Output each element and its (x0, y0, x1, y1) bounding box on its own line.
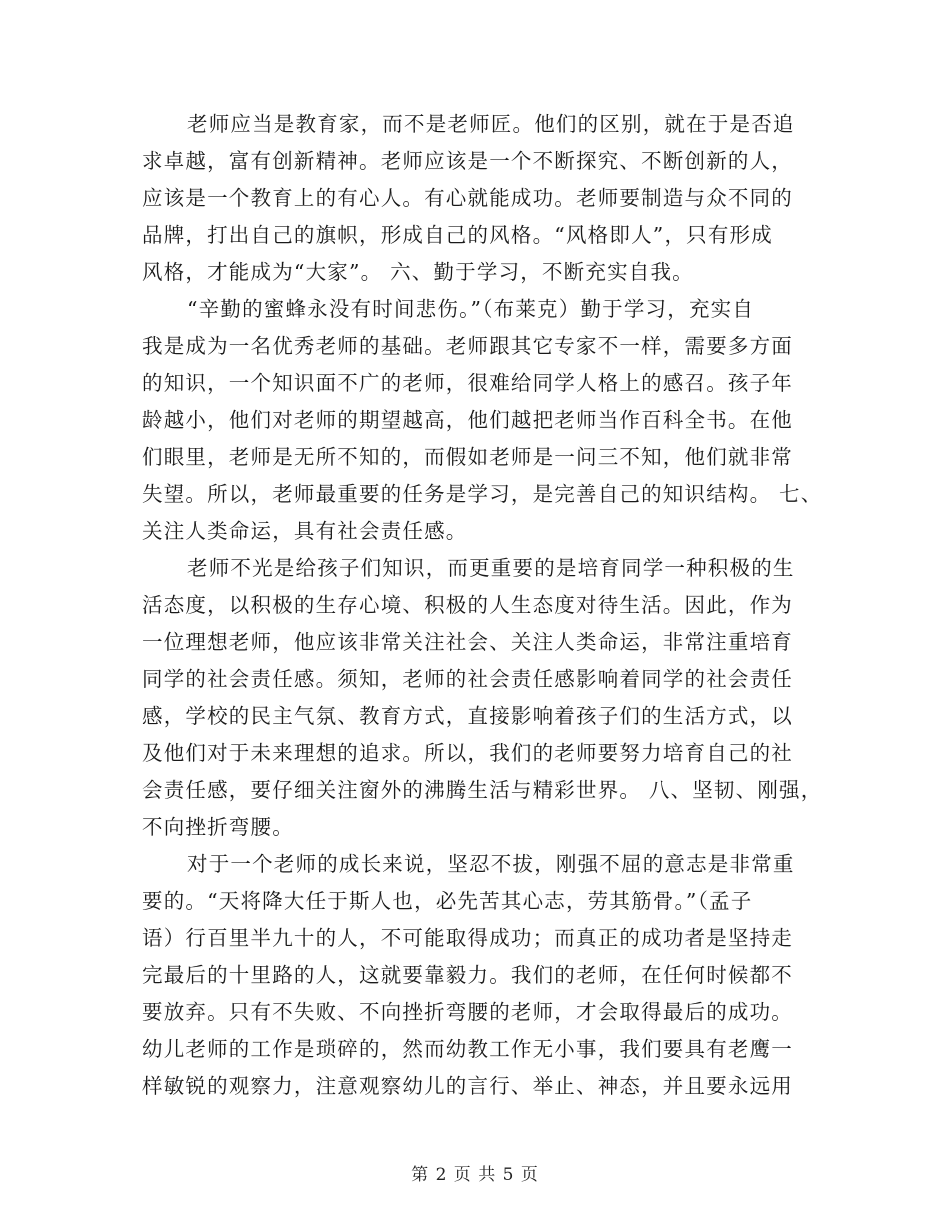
text-line: 幼儿老师的工作是琐碎的，然而幼教工作无小事，我们要具有老鹰一 (142, 1037, 793, 1061)
text-line: 老师不光是给孩子们知识，而更重要的是培育同学一种积极的生 (187, 556, 795, 580)
text-line: 感，学校的民主气氛、教育方式，直接影响着孩子们的生活方式，以 (142, 704, 793, 728)
text-line: 及他们对于未来理想的追求。所以，我们的老师要努力培育自己的社 (142, 741, 793, 765)
text-line: 关注人类命运，具有社会责任感。 (142, 519, 468, 543)
text-line: 品牌，打出自己的旗帜，形成自己的风格。“风格即人”，只有形成 (142, 223, 773, 247)
text-line: 同学的社会责任感。须知，老师的社会责任感影响着同学的社会责任 (142, 667, 793, 691)
text-line: 应该是一个教育上的有心人。有心就能成功。老师要制造与众不同的 (142, 186, 793, 210)
text-line: 活态度，以积极的生存心境、积极的人生态度对待生活。因此，作为 (142, 593, 793, 617)
text-line: 一位理想老师，他应该非常关注社会、关注人类命运，非常注重培育 (142, 630, 793, 654)
text-line: 老师应当是教育家，而不是老师匠。他们的区别，就在于是否追 (187, 112, 795, 136)
text-line: 风格，才能成为“大家”。 六、勤于学习，不断充实自我。 (142, 260, 694, 284)
text-line: 龄越小，他们对老师的期望越高，他们越把老师当作百科全书。在他 (142, 408, 793, 432)
text-line: 失望。所以，老师最重要的任务是学习，是完善自己的知识结构。 七、 (142, 482, 823, 506)
text-line: “辛勤的蜜蜂永没有时间悲伤。”（布莱克）勤于学习，充实自 (187, 297, 755, 321)
text-line: 样敏锐的观察力，注意观察幼儿的言行、举止、神态，并且要永远用 (142, 1074, 793, 1098)
text-line: 完最后的十里路的人，这就要靠毅力。我们的老师，在任何时候都不 (142, 963, 793, 987)
text-line: 语）行百里半九十的人，不可能取得成功；而真正的成功者是坚持走 (142, 926, 793, 950)
text-line: 对于一个老师的成长来说，坚忍不拔，刚强不屈的意志是非常重 (187, 852, 795, 876)
text-line: 的知识，一个知识面不广的老师，很难给同学人格上的感召。孩子年 (142, 371, 793, 395)
text-line: 要的。“天将降大任于斯人也，必先苦其心志，劳其筋骨。”（孟子 (142, 889, 753, 913)
text-line: 们眼里，老师是无所不知的，而假如老师是一问三不知，他们就非常 (142, 445, 793, 469)
body-text (142, 106, 822, 1105)
text-line: 我是成为一名优秀老师的基础。老师跟其它专家不一样，需要多方面 (142, 334, 793, 358)
text-line: 求卓越，富有创新精神。老师应该是一个不断探究、不断创新的人， (142, 149, 793, 173)
text-line: 不向挫折弯腰。 (142, 815, 294, 839)
text-line: 要放弃。只有不失败、不向挫折弯腰的老师，才会取得最后的成功。 (142, 1000, 793, 1024)
text-line: 会责任感，要仔细关注窗外的沸腾生活与精彩世界。 八、坚韧、刚强， (142, 778, 823, 802)
page-number-footer: 第 2 页 共 5 页 (411, 1165, 539, 1185)
